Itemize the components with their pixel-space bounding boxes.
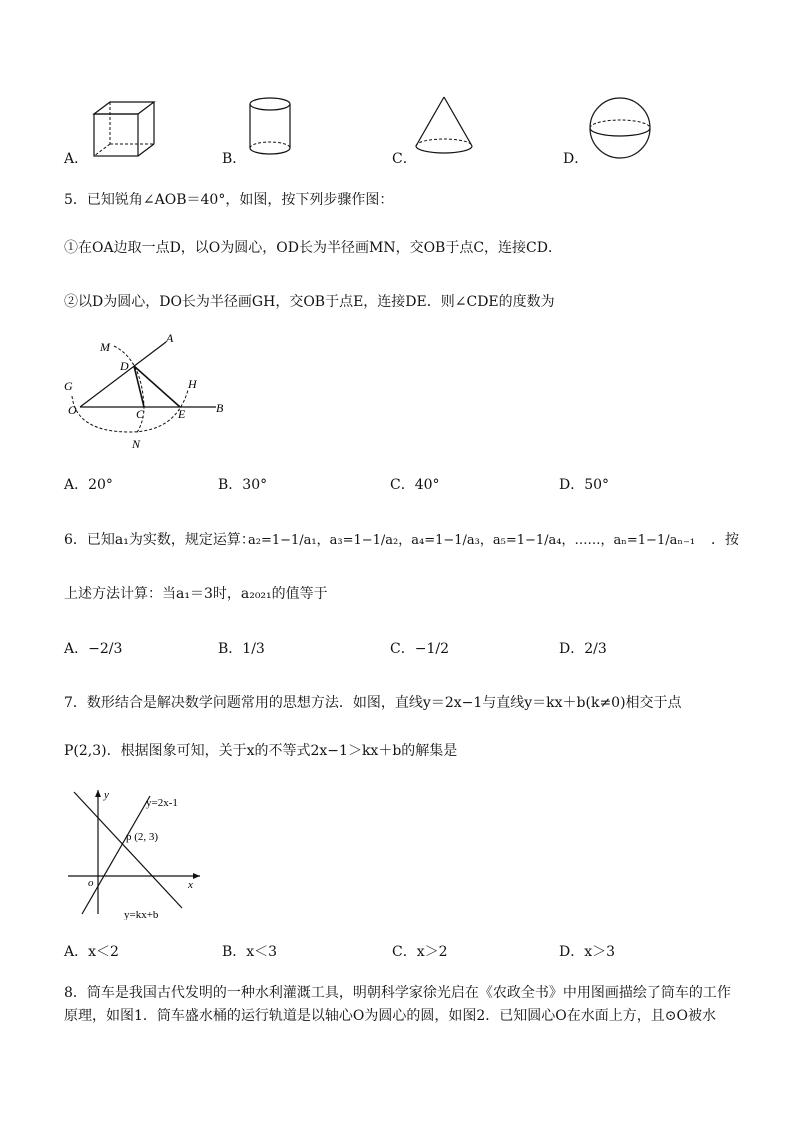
q6-suffix: ．按 [711, 532, 739, 548]
label-e: E [178, 407, 186, 421]
q5-option-a: A．20° [64, 477, 113, 493]
cube-icon [88, 98, 160, 160]
q5-step1: ①在OA边取一点D，以O为圆心，OD长为半径画MN，交OB于点C，连接CD． [64, 240, 562, 256]
label-b: B [216, 401, 224, 415]
label-m: M [100, 340, 110, 354]
q6-option-c: C．−1/2 [390, 641, 449, 657]
q7-figure [60, 784, 210, 920]
origin-label: o [88, 877, 94, 889]
q7-option-a: A．x＜2 [64, 944, 119, 960]
q6-option-a: A．−2/3 [64, 641, 123, 657]
label-g: G [64, 379, 73, 393]
label-n: N [132, 437, 141, 451]
q7-question: P(2,3)．根据图象可知，关于x的不等式2x−1＞kx＋b的解集是 [64, 743, 458, 759]
q4-option-d-label: D． [563, 151, 589, 167]
q4-option-a-label: A． [64, 151, 89, 167]
label-o: O [68, 403, 77, 417]
cone-icon [412, 94, 478, 158]
axis-label-y: y [104, 789, 109, 801]
q5-step2: ②以D为圆心，DO长为半径画GH，交OB于点E，连接DE．则∠CDE的度数为 [64, 294, 555, 310]
q7-option-b: B．x＜3 [222, 944, 278, 960]
cylinder-icon [246, 96, 296, 158]
label-d: D [120, 359, 129, 373]
q5-option-b: B．30° [218, 477, 268, 493]
q6-option-d: D．2/3 [559, 641, 607, 657]
q7-option-c: C．x＞2 [392, 944, 448, 960]
q6-option-b: B．1/3 [218, 641, 265, 657]
axis-label-x: x [188, 879, 193, 891]
q6-sequence: a₂=1−1/a₁，a₃=1−1/a₂，a₄=1−1/a₃，a₅=1−1/a₄，……，aₙ=1−1/aₙ₋₁ [248, 533, 696, 548]
sphere-icon [588, 96, 654, 162]
q6-question: 上述方法计算：当a₁＝3时，a₂₀₂₁的值等于 [64, 586, 328, 602]
label-c: C [136, 407, 145, 421]
line-label-kx-b: y=kx+b [124, 909, 159, 920]
q7-stem: 7．数形结合是解决数学问题常用的思想方法．如图，直线y＝2x−1与直线y＝kx＋b(k≠0)相交于点 [64, 695, 682, 711]
line-label-2x-1: y=2x-1 [146, 797, 178, 809]
q4-option-b-label: B． [222, 151, 247, 167]
label-h: H [188, 377, 197, 391]
q6-prefix: 6．已知a₁为实数，规定运算： [64, 532, 255, 548]
q5-option-c: C．40° [390, 477, 440, 493]
q8-line1: 8．筒车是我国古代发明的一种水利灌溉工具，明朝科学家徐光启在《农政全书》中用图画描绘了筒车的工作 [64, 985, 731, 1001]
label-a: A [166, 331, 174, 345]
q7-option-d: D．x＞3 [559, 944, 616, 960]
q5-figure [58, 330, 238, 452]
q8-line2: 原理，如图1．筒车盛水桶的运行轨道是以轴心O为圆心的圆，如图2．已知圆心O在水面上方，且⊙O被水 [64, 1008, 716, 1024]
q5-stem: 5．已知锐角∠AOB＝40°，如图，按下列步骤作图： [64, 192, 394, 208]
point-label-p: p (2, 3) [126, 831, 159, 843]
q5-option-d: D．50° [559, 477, 610, 493]
q4-option-c-label: C． [392, 151, 417, 167]
